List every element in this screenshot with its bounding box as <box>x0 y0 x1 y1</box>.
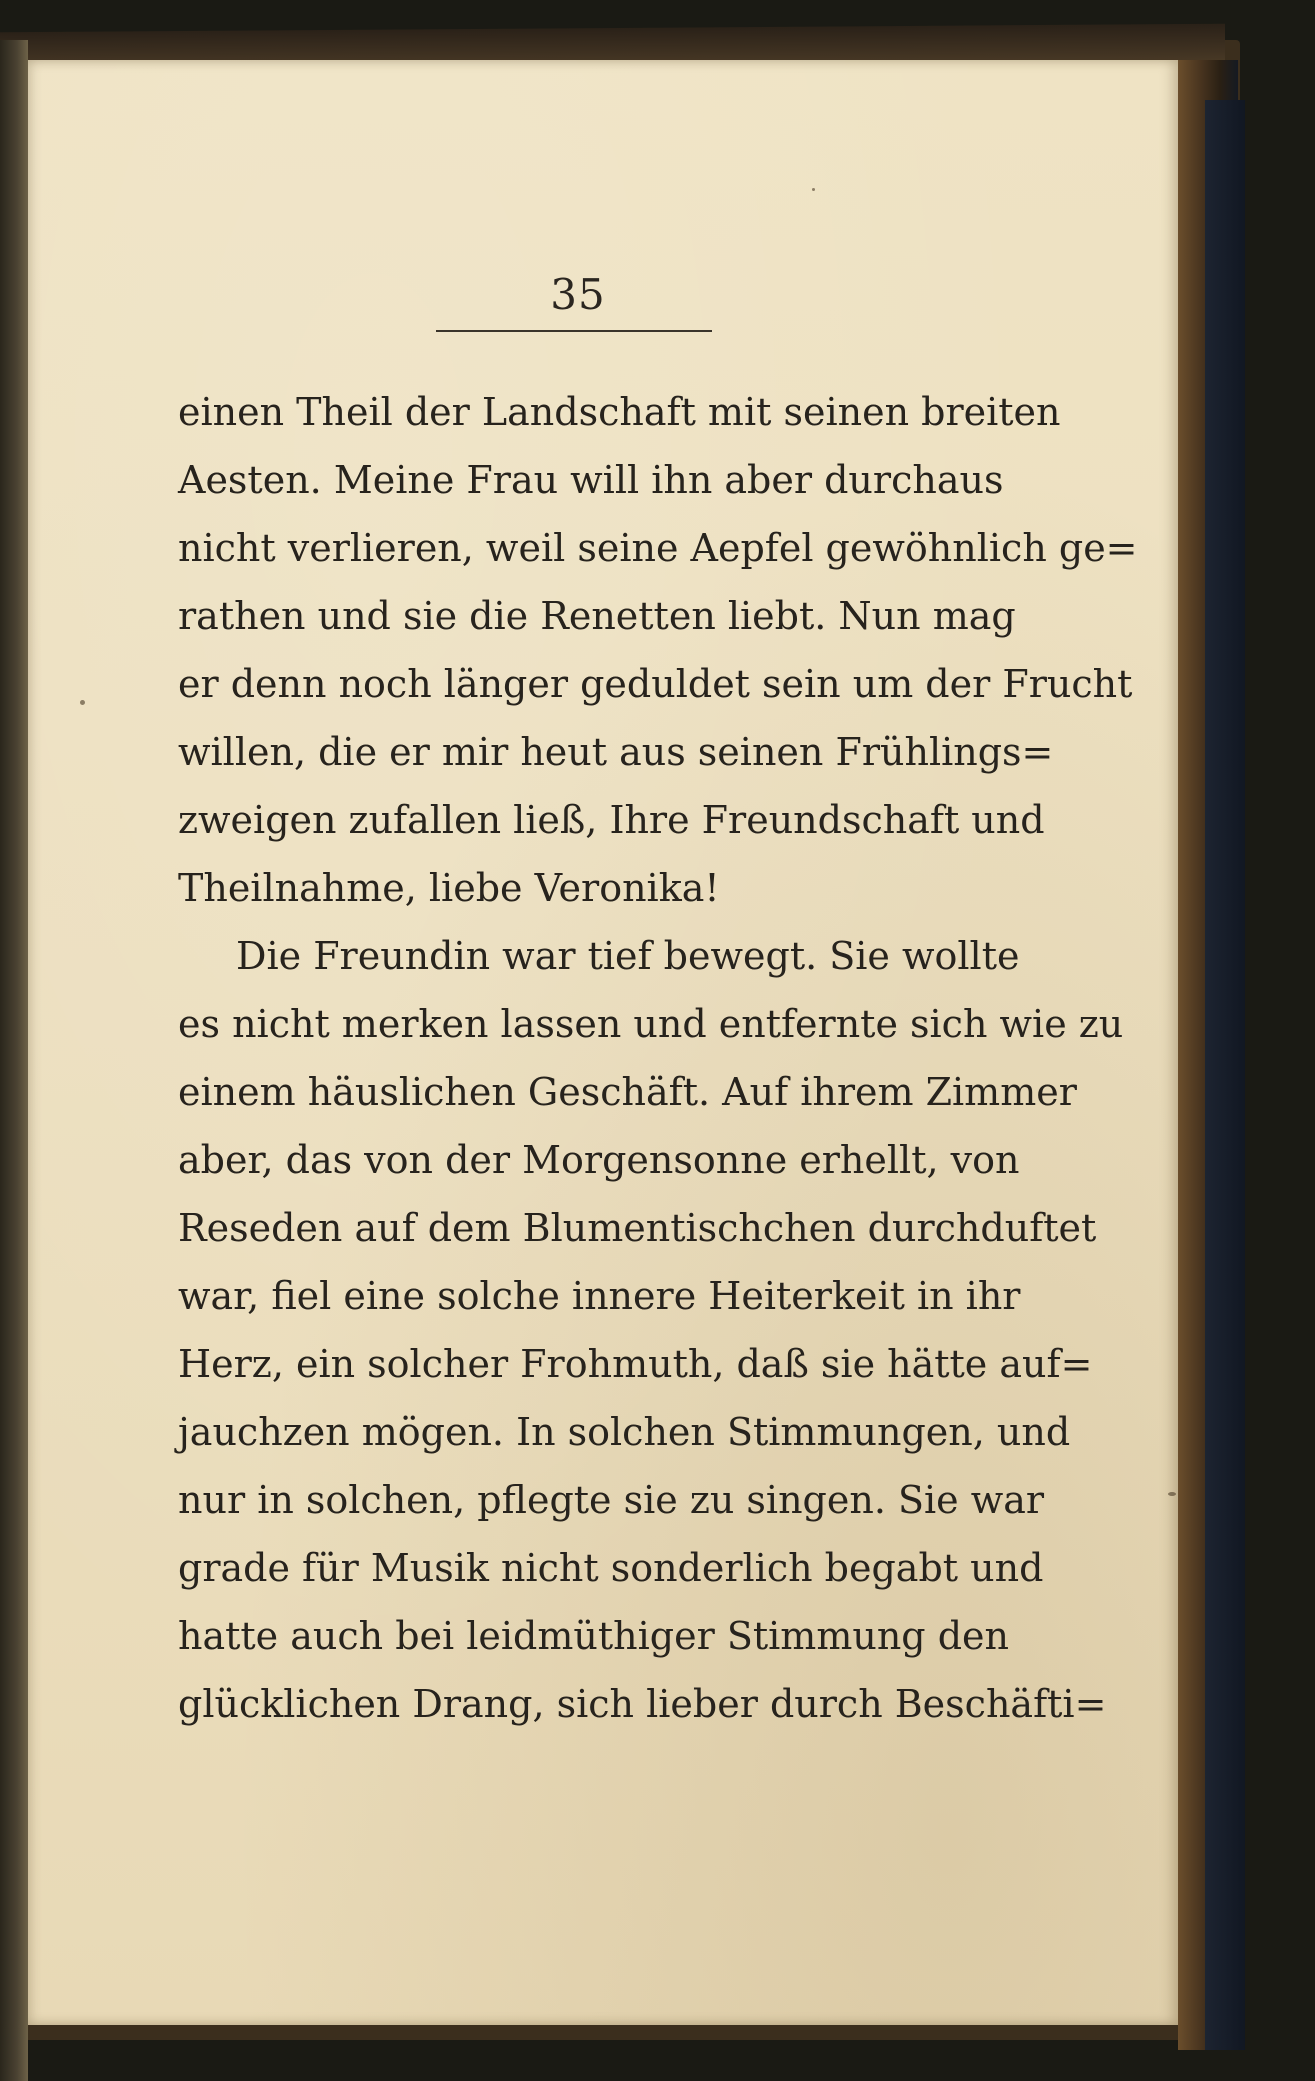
text-line: hatte auch bei leidmüthiger Stimmung den <box>178 1614 1009 1658</box>
text-line: jauchzen mögen. In solchen Stimmungen, und <box>178 1410 1071 1454</box>
book-page <box>28 60 1178 2025</box>
text-line: einen Theil der Landschaft mit seinen breiten <box>178 390 1061 434</box>
text-line: Reseden auf dem Blumentischchen durchduftet <box>178 1206 1097 1250</box>
text-line: Die Freundin war tief bewegt. Sie wollte <box>236 934 1020 978</box>
text-line: grade für Musik nicht sonderlich begabt und <box>178 1546 1044 1590</box>
text-line: war, fiel eine solche innere Heiterkeit in ihr <box>178 1274 1021 1318</box>
text-line: Aesten. Meine Frau will ihn aber durchaus <box>178 458 1004 502</box>
left-gutter <box>0 40 28 2081</box>
text-line: aber, das von der Morgensonne erhellt, von <box>178 1138 1020 1182</box>
header-rule <box>436 330 712 332</box>
text-line: rathen und sie die Renetten liebt. Nun mag <box>178 594 1016 638</box>
text-line: willen, die er mir heut aus seinen Frühlings= <box>178 730 1054 774</box>
body-text <box>178 378 1138 1738</box>
text-line: Herz, ein solcher Frohmuth, daß sie hätte auf= <box>178 1342 1093 1386</box>
text-line: glücklichen Drang, sich lieber durch Beschäfti= <box>178 1682 1107 1726</box>
text-line: es nicht merken lassen und entfernte sich wie zu <box>178 1002 1124 1046</box>
page-number: 35 <box>550 270 606 319</box>
text-line: er denn noch länger geduldet sein um der Frucht <box>178 662 1133 706</box>
text-line: nicht verlieren, weil seine Aepfel gewöhnlich ge= <box>178 526 1138 570</box>
text-line: Theilnahme, liebe Veronika! <box>178 866 720 910</box>
paragraph-2 <box>178 922 1124 1738</box>
paper-speck <box>80 700 85 705</box>
paper-speck <box>1168 1492 1176 1496</box>
text-line: zweigen zufallen ließ, Ihre Freundschaft und <box>178 798 1045 842</box>
paper-speck <box>812 188 815 191</box>
paragraph-1 <box>178 378 1138 922</box>
book-spine-shadow <box>1205 100 1245 2050</box>
text-line: einem häuslichen Geschäft. Auf ihrem Zimmer <box>178 1070 1077 1114</box>
text-line: nur in solchen, pflegte sie zu singen. Sie war <box>178 1478 1045 1522</box>
